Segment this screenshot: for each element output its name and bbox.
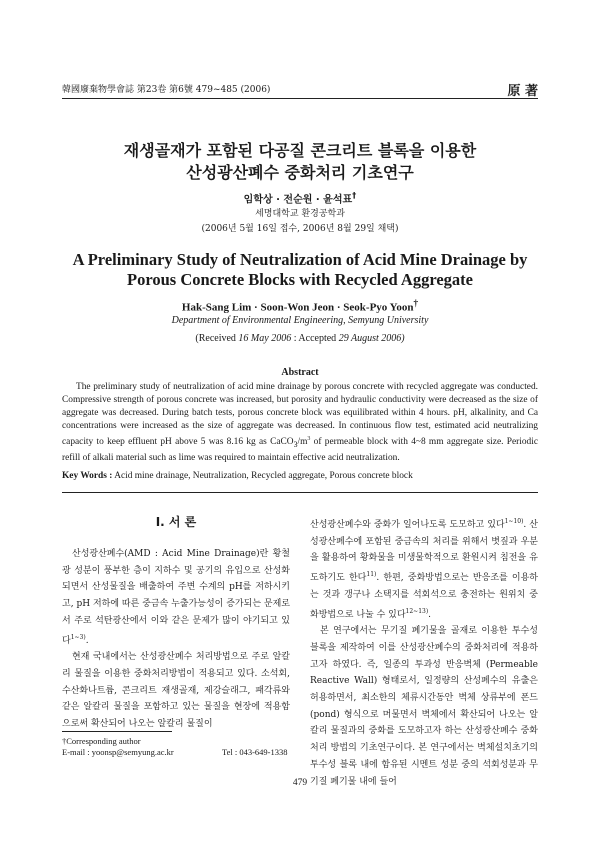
citation-ref: 1~10) bbox=[504, 518, 524, 525]
keywords-label: Key Words : bbox=[62, 471, 113, 481]
footnote-rule bbox=[62, 731, 172, 732]
abstract-heading: Abstract bbox=[281, 367, 319, 378]
corresponding-mark: † bbox=[352, 190, 357, 200]
abstract-text bbox=[62, 381, 538, 464]
korean-author-names: 임학상 · 전순원 · 윤석표 bbox=[243, 194, 353, 206]
intro-paragraph-1-text: 산성광산폐수(AMD : Acid Mine Drainage)란 황철광 성분이 풍부한 층이 지하수 및 공기의 유입으로 산성화되면서 산성물질을 배출하여 주변 수계의 pH를 저하시키고, pH 저하에 따른 중금속 누출가능성이 증가되는 문제로서 주로 석탄광산에서 이와 같은 문제가 많이 야기되고 있다 bbox=[62, 549, 290, 646]
received-label: (Received bbox=[195, 333, 236, 344]
abstract-superscript: 3 bbox=[307, 435, 311, 442]
english-author-names: Hak-Sang Lim · Soon-Won Jeon · Seok-Pyo Yoon bbox=[181, 301, 414, 314]
keywords-text: Acid mine drainage, Neutralization, Recycled aggregate, Porous concrete block bbox=[114, 471, 413, 481]
citation-ref: 11) bbox=[366, 571, 377, 579]
korean-title-line-2: 산성광산폐수 중화처리 기초연구 bbox=[186, 163, 414, 182]
intro-paragraph-1 bbox=[62, 546, 290, 649]
english-title-line-2: Porous Concrete Blocks with Recycled Aggregate bbox=[127, 270, 473, 289]
abstract-text-part-2: of permeable block with 4~8 mm aggregate size. Periodic refill of alkali material such as lime was required to maintain effective acid neutralization. bbox=[62, 436, 538, 463]
citation-ref: 12~13) bbox=[405, 607, 429, 615]
intro-paragraph-3: 본 연구에서는 무기질 폐기물을 골재로 이용한 투수성 블록을 제작하여 이를 산성광산폐수의 중화처리에 적용하고자 하였다. 즉, 일종의 투과성 반응벽체 (Permeable Reactive Wall) 형태로서, 일정량의 산성폐수의 유출은 허용하면서, 최소한의 체류시간동안 벽체 상류부에 폰드(pond) 형식으로 머물면서 벽체에서 확산되어 나오는 알칼리 물질과의 중화를 도모하고자 하는 산성광산폐수 중화처리 방법의 기초연구이다. 본 연구에서는 벽체설치초기의 투수성 블록 내에 함유된 시멘트 성분 중의 석회성분과 무기질 폐기물 내에 들어 bbox=[310, 626, 538, 787]
intro-paragraph-2-continued bbox=[310, 514, 538, 623]
korean-title bbox=[62, 140, 538, 184]
accepted-date: 29 August 2006) bbox=[338, 333, 405, 344]
right-text-c: . 한편, 중화방법으로는 반응조를 이용하는 것과 갱구나 소택지를 석회석으로 충전하는 원위치 중화방법으로 나눌 수 있다 bbox=[310, 573, 538, 620]
english-dates bbox=[62, 333, 538, 344]
page-number: 479 bbox=[292, 778, 308, 788]
section-heading-introduction: I. 서 론 bbox=[155, 515, 197, 529]
accepted-label: : Accepted bbox=[293, 333, 337, 344]
korean-authors bbox=[62, 190, 538, 205]
header-rule bbox=[62, 98, 538, 99]
keywords-rule bbox=[62, 492, 538, 493]
footnote-email: E-mail : yoonsp@semyung.ac.kr bbox=[62, 747, 174, 757]
abstract-subscript: 3 bbox=[293, 439, 298, 449]
english-authors bbox=[62, 298, 538, 314]
article-type-label: 原 著 bbox=[507, 84, 538, 99]
footnote-contact bbox=[62, 747, 290, 758]
abstract-text-part-1: The preliminary study of neutralization of acid mine drainage by porous concrete with recycled aggregate was conducted. Compressive strength of porous concrete was increased, but porosity and hydraulic conductivity were decreased as the size of aggregate was decreased. During batch tests, porous concrete block was equilibrated within 4 hours. pH, alkalinity, and Ca concentrations were increased as the size of aggregate was decreased. In continuous flow test, estimated acid neutralizing capacity to keep effluent pH above 5 was 8.16 kg as CaCO bbox=[62, 382, 538, 447]
received-date: 16 May 2006 bbox=[238, 333, 292, 344]
left-column bbox=[62, 546, 290, 733]
right-text-end: . bbox=[428, 609, 432, 620]
right-text-a: 산성광산폐수와 중화가 일어나도록 도모하고 있다 bbox=[310, 520, 505, 530]
right-column bbox=[310, 514, 538, 790]
english-title-line-1: A Preliminary Study of Neutralization of Acid Mine Drainage by bbox=[72, 250, 528, 269]
footnote-tel: Tel : 043-649-1338 bbox=[222, 747, 288, 757]
footnote bbox=[62, 736, 290, 758]
footnote-corresponding: †Corresponding author bbox=[62, 736, 141, 746]
abstract-unit-slash: /m bbox=[297, 436, 308, 447]
journal-reference: 韓國廢棄物學會誌 第23卷 第6號 479~485 (2006) bbox=[62, 85, 271, 95]
keywords-line bbox=[62, 471, 538, 481]
korean-dates: (2006년 5월 16일 접수, 2006년 8월 29일 채택) bbox=[201, 224, 399, 234]
english-title bbox=[62, 250, 538, 290]
intro-paragraph-2: 현재 국내에서는 산성광산폐수 처리방법으로 주로 알칼리 물질을 이용한 중화처리방법이 적용되고 있다. 소석회, 수산화나트륨, 콘크리트 재생골재, 제강슬래그, 패각류와 같은 알칼리 물질을 포함하고 있는 물질을 현장에 적용함으로써 확산되어 나오는 알칼리 물질이 bbox=[62, 652, 290, 730]
running-header bbox=[62, 80, 538, 98]
korean-affiliation: 세명대학교 환경공학과 bbox=[255, 209, 345, 219]
english-affiliation: Department of Environmental Engineering, Semyung University bbox=[171, 315, 429, 326]
english-corresponding-mark: † bbox=[413, 298, 419, 308]
korean-title-line-1: 재생골재가 포함된 다공질 콘크리트 블록을 이용한 bbox=[123, 141, 477, 160]
citation-ref: 1~3) bbox=[70, 633, 86, 641]
intro-paragraph-1-end: . bbox=[85, 635, 89, 646]
right-text-b: . 산성광산폐수에 포함된 중금속의 처리를 위해서 볏짚과 우분을 활용하여 황화물을 미생물학적으로 환원시켜 침전을 유도하기도 한다 bbox=[310, 520, 538, 584]
